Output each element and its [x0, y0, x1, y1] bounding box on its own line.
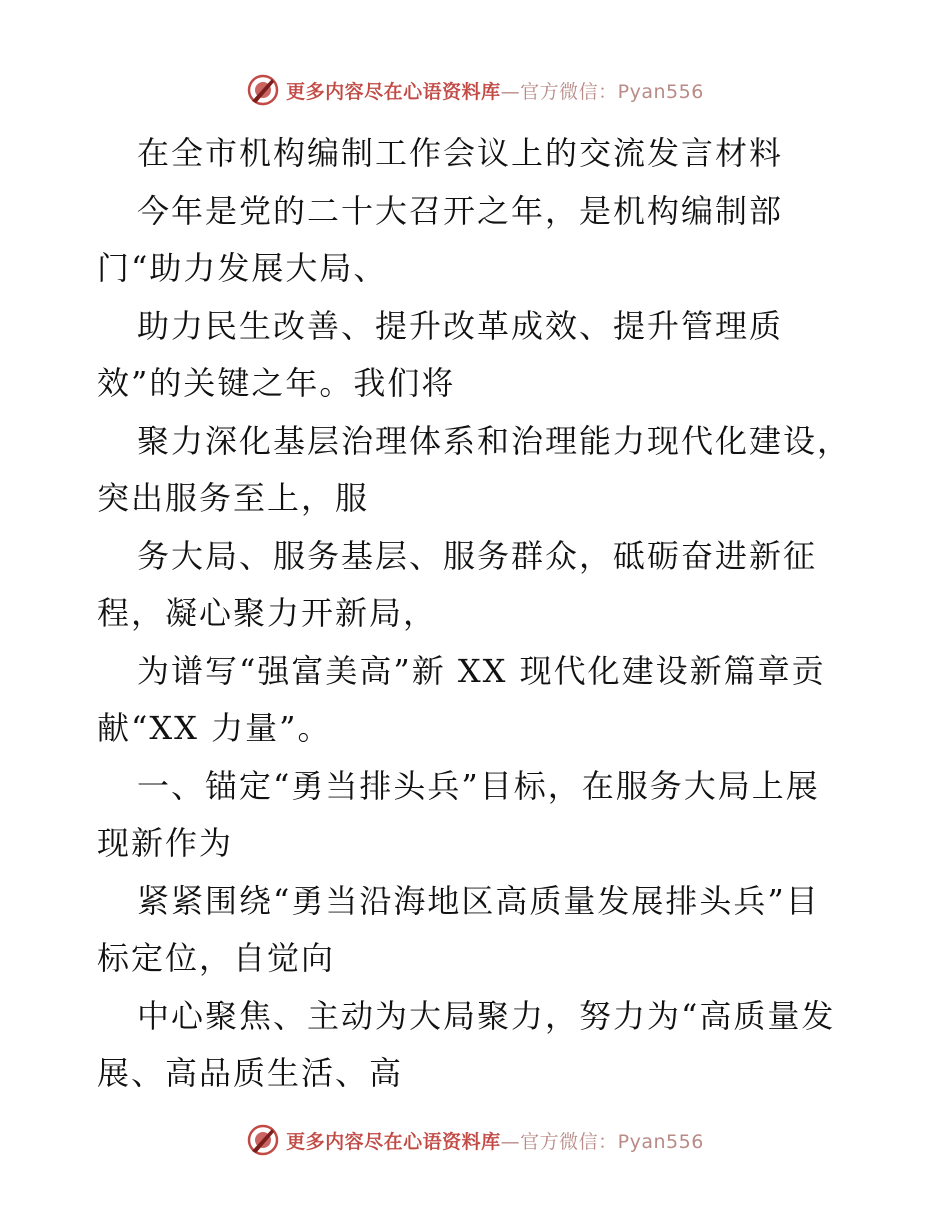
paragraph-line: 中心聚焦、主动为大局聚力，努力为“高质量发 [137, 996, 836, 1035]
quill-logo-icon [246, 73, 280, 107]
paragraph-line: 献“XX 力量”。 [97, 709, 332, 747]
paragraph-line: 为谱写“强富美高”新 XX 现代化建设新篇章贡 [137, 651, 826, 690]
paragraph-line: 聚力深化基层治理体系和治理能力现代化建设， [137, 421, 852, 460]
paragraph-line: 程，凝心聚力开新局， [97, 594, 438, 632]
watermark-header [0, 70, 950, 110]
quill-logo-icon [246, 1123, 280, 1157]
paragraph-line: 标定位，自觉向 [97, 939, 336, 977]
paragraph-line: 务大局、服务基层、服务群众，砥砺奋进新征 [137, 536, 818, 575]
paragraph-line: 紧紧围绕“勇当沿海地区高质量发展排头兵”目 [137, 881, 820, 920]
watermark-text: 更多内容尽在心语资料库—官方微信：Pyan556 [286, 1130, 704, 1153]
paragraph-line: 今年是党的二十大召开之年，是机构编制部 [137, 191, 784, 230]
section-heading: 一、锚定“勇当排头兵”目标，在服务大局上展 [137, 766, 820, 805]
paragraph-line: 展、高品质生活、高 [97, 1054, 404, 1092]
paragraph-line: 助力民生改善、提升改革成效、提升管理质 [137, 306, 784, 345]
paragraph-line: 效”的关键之年。我们将 [97, 364, 456, 402]
paragraph-line: 门“助力发展大局、 [97, 249, 388, 287]
watermark-text: 更多内容尽在心语资料库—官方微信：Pyan556 [286, 80, 704, 103]
document-title: 在全市机构编制工作会议上的交流发言材料 [137, 134, 784, 172]
watermark-footer [0, 1120, 950, 1160]
paragraph-line: 突出服务至上，服 [97, 479, 370, 517]
section-heading: 现新作为 [97, 824, 234, 862]
document-body [97, 125, 857, 1103]
